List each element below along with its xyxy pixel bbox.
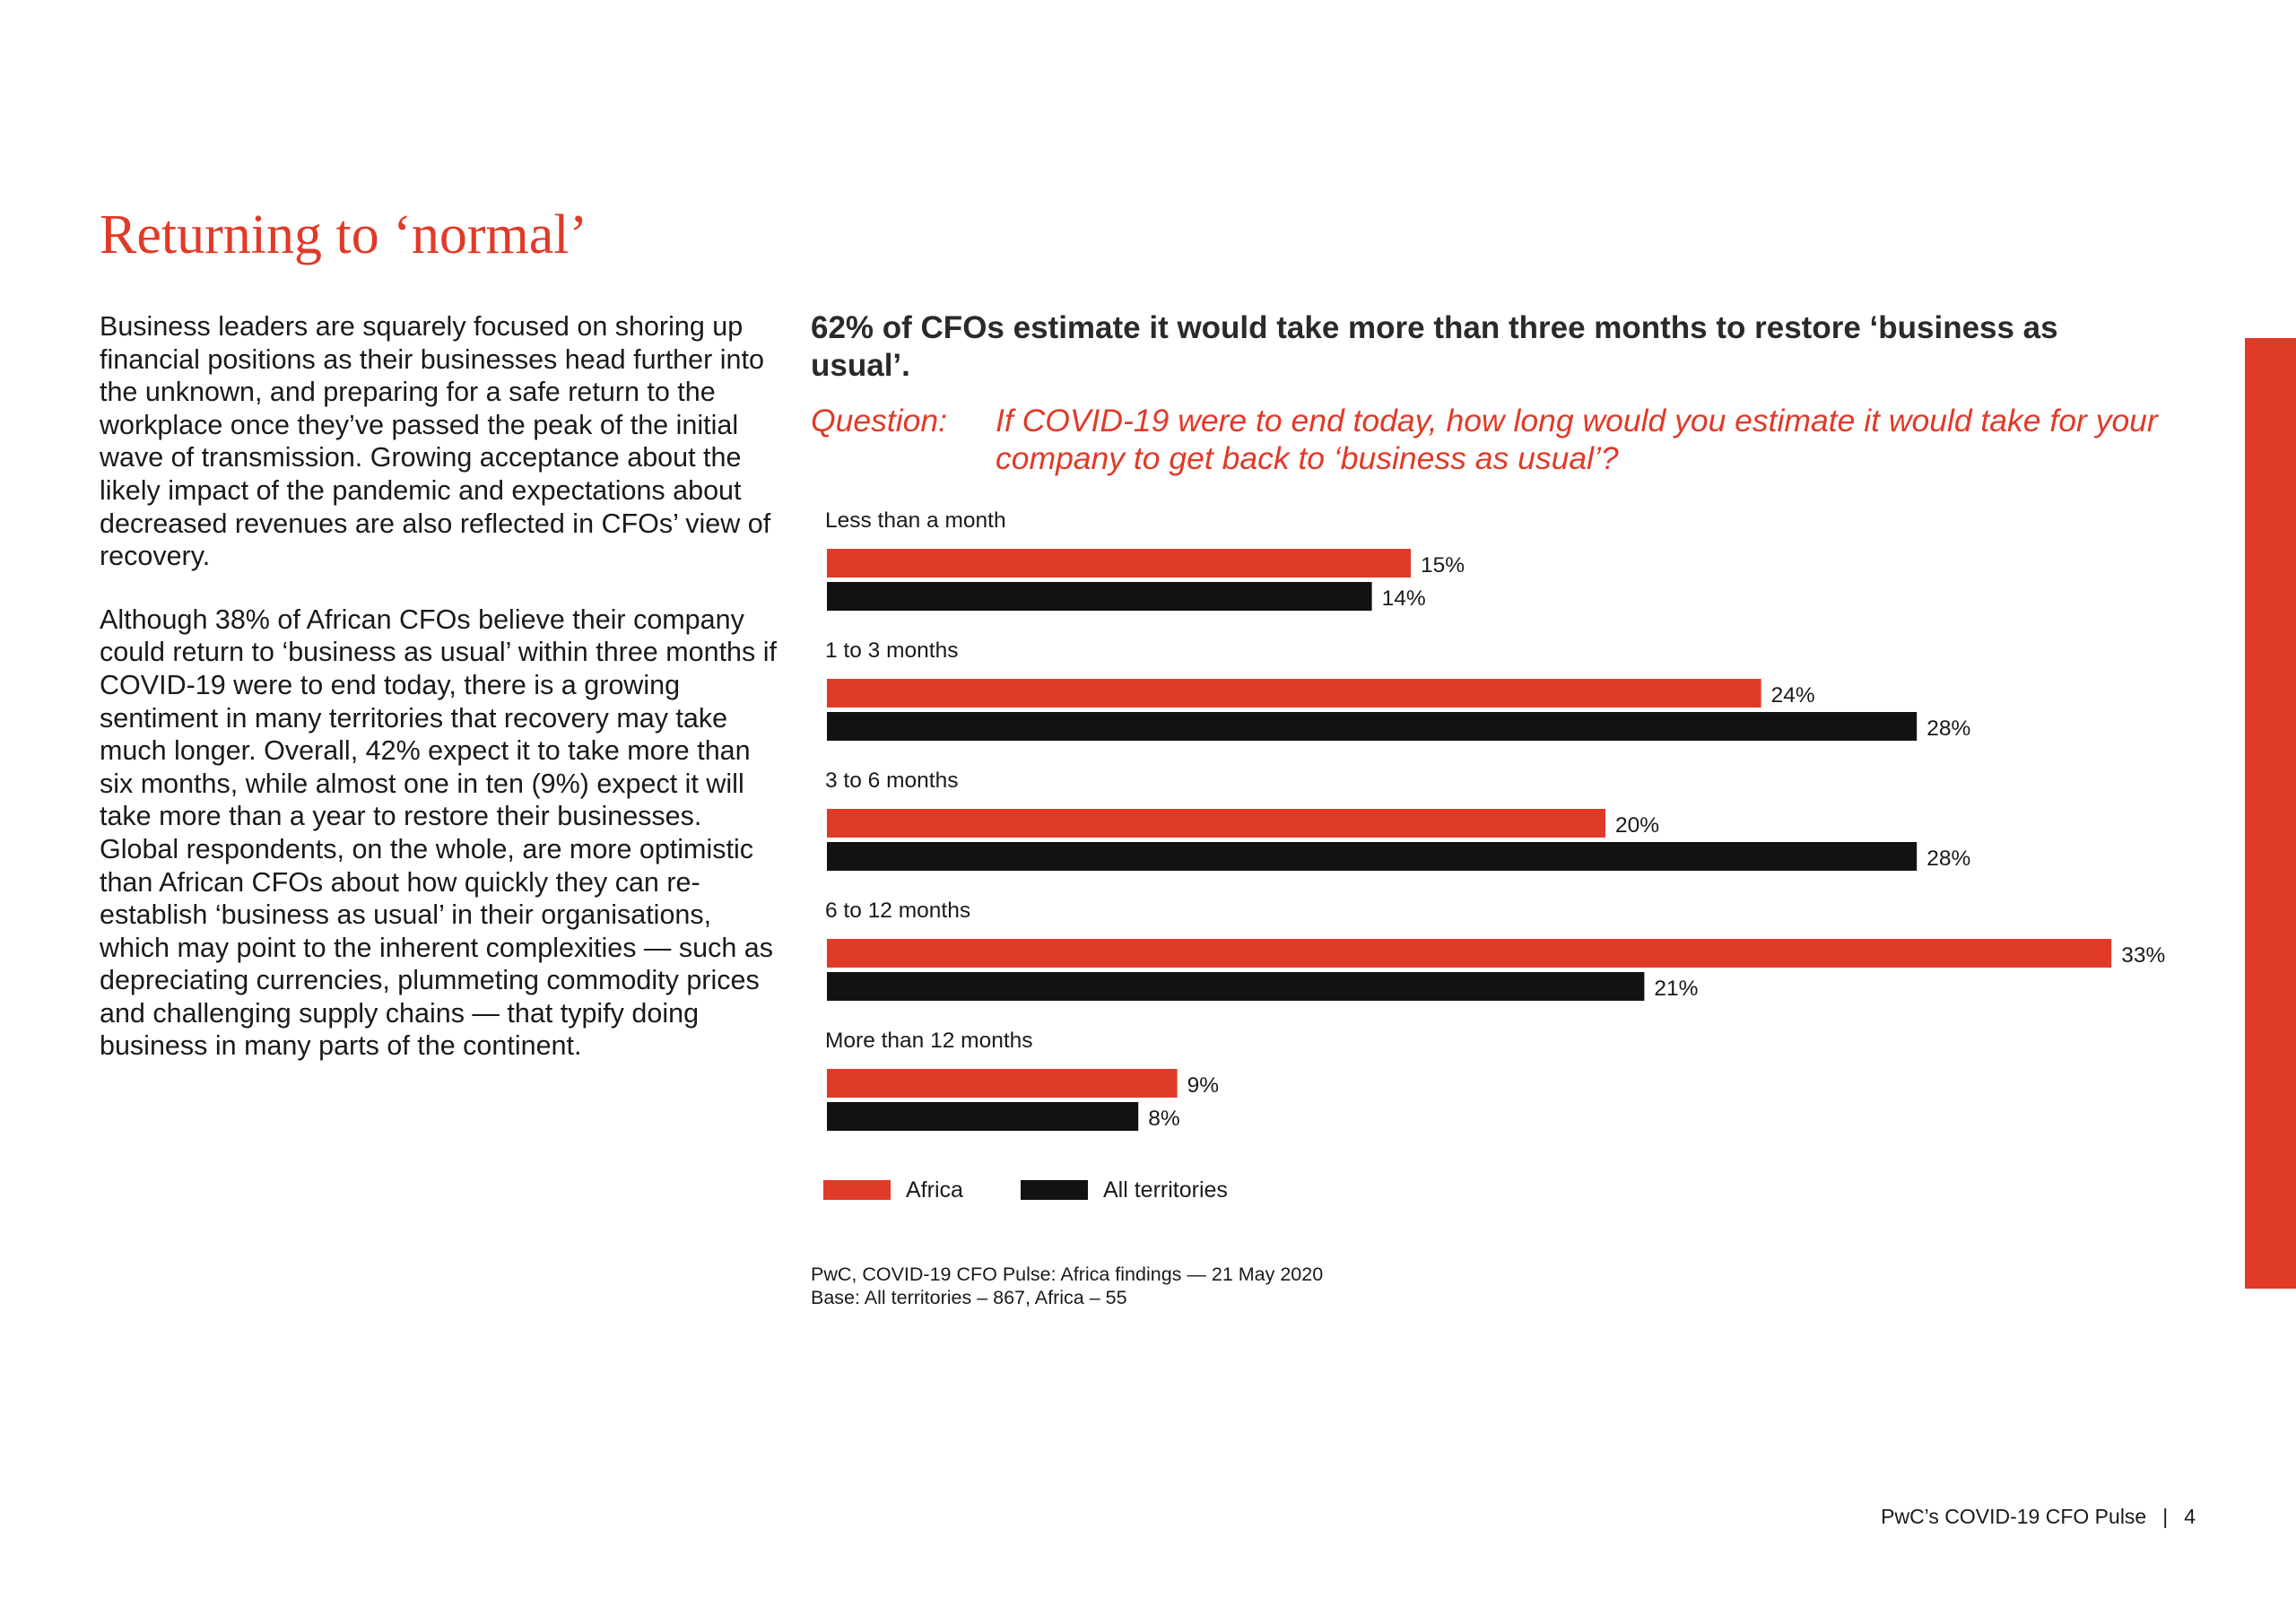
bar-africa bbox=[827, 549, 1411, 578]
category-label: 3 to 6 months bbox=[825, 769, 959, 793]
data-label: 20% bbox=[1615, 813, 1660, 838]
data-label: 15% bbox=[1421, 553, 1465, 578]
chart-headline: 62% of CFOs estimate it would take more than three months to restore ‘business as usual’. bbox=[811, 310, 2058, 383]
bar-all-territories bbox=[827, 1102, 1138, 1131]
source-line: PwC, COVID-19 CFO Pulse: Africa findings — 21 May 2020 bbox=[811, 1264, 1324, 1285]
data-label: 8% bbox=[1148, 1107, 1180, 1131]
data-label: 24% bbox=[1770, 683, 1815, 708]
legend-label: Africa bbox=[906, 1177, 963, 1203]
page-title: Returning to ‘normal’ bbox=[100, 204, 588, 265]
bar-africa bbox=[827, 809, 1605, 838]
body-paragraph-1: Business leaders are squarely focused on shoring up financial positions as their businesses head further into the unknown, and preparing for a safe return to the workplace once they’ve passed the peak of the initial wave of transmission. Growing acceptance about the likely impact of the pandemic and expectations about decreased revenues are also reflected in CFOs’ view of recovery. bbox=[100, 311, 771, 572]
category-label: More than 12 months bbox=[825, 1029, 1033, 1053]
base-line: Base: All territories – 867, Africa – 55 bbox=[811, 1287, 1127, 1308]
data-label: 9% bbox=[1187, 1073, 1220, 1098]
bar-africa bbox=[827, 939, 2111, 968]
category-label: 1 to 3 months bbox=[825, 638, 959, 663]
data-label: 33% bbox=[2121, 943, 2166, 968]
legend-swatch bbox=[823, 1180, 891, 1200]
bar-all-territories bbox=[827, 712, 1917, 741]
bar-africa bbox=[827, 679, 1761, 708]
data-label: 21% bbox=[1654, 977, 1699, 1001]
bar-all-territories bbox=[827, 842, 1917, 871]
accent-side-bar bbox=[2245, 338, 2296, 1289]
footer-publication: PwC’s COVID-19 CFO Pulse bbox=[1881, 1505, 2147, 1528]
category-label: 6 to 12 months bbox=[825, 899, 971, 923]
bar-all-territories bbox=[827, 582, 1372, 611]
bar-africa bbox=[827, 1069, 1178, 1098]
page-footer bbox=[1881, 1505, 2196, 1529]
legend-label: All territories bbox=[1103, 1177, 1228, 1203]
question-text: If COVID-19 were to end today, how long would you estimate it would take for your company to get back to ‘business as usual’? bbox=[996, 403, 2158, 476]
bar-all-territories bbox=[827, 972, 1644, 1001]
page-number: 4 bbox=[2184, 1505, 2196, 1528]
data-label: 28% bbox=[1926, 716, 1971, 741]
data-label: 14% bbox=[1381, 586, 1426, 611]
footer-separator: | bbox=[2162, 1505, 2169, 1528]
category-label: Less than a month bbox=[825, 508, 1006, 533]
legend-swatch bbox=[1021, 1180, 1088, 1200]
chart-source bbox=[811, 1263, 1323, 1309]
question-label: Question: bbox=[811, 403, 947, 439]
body-paragraph-2: Although 38% of African CFOs believe their company could return to ‘business as usual’ within three months if COVID-19 were to end today, there is a growing sentiment in many territories that recovery may take much longer. Overall, 42% expect it to take more than six months, while almost one in ten (9%) expect it will take more than a year to restore their businesses. Global respondents, on the whole, are more optimistic than African CFOs about how quickly they can re-establish ‘business as usual’ in their organisations, which may point to the inherent complexities — such as depreciating currencies, plummeting commodity prices and challenging supply chains — that typify doing business in many parts of the continent. bbox=[100, 604, 777, 1062]
data-label: 28% bbox=[1926, 847, 1971, 871]
